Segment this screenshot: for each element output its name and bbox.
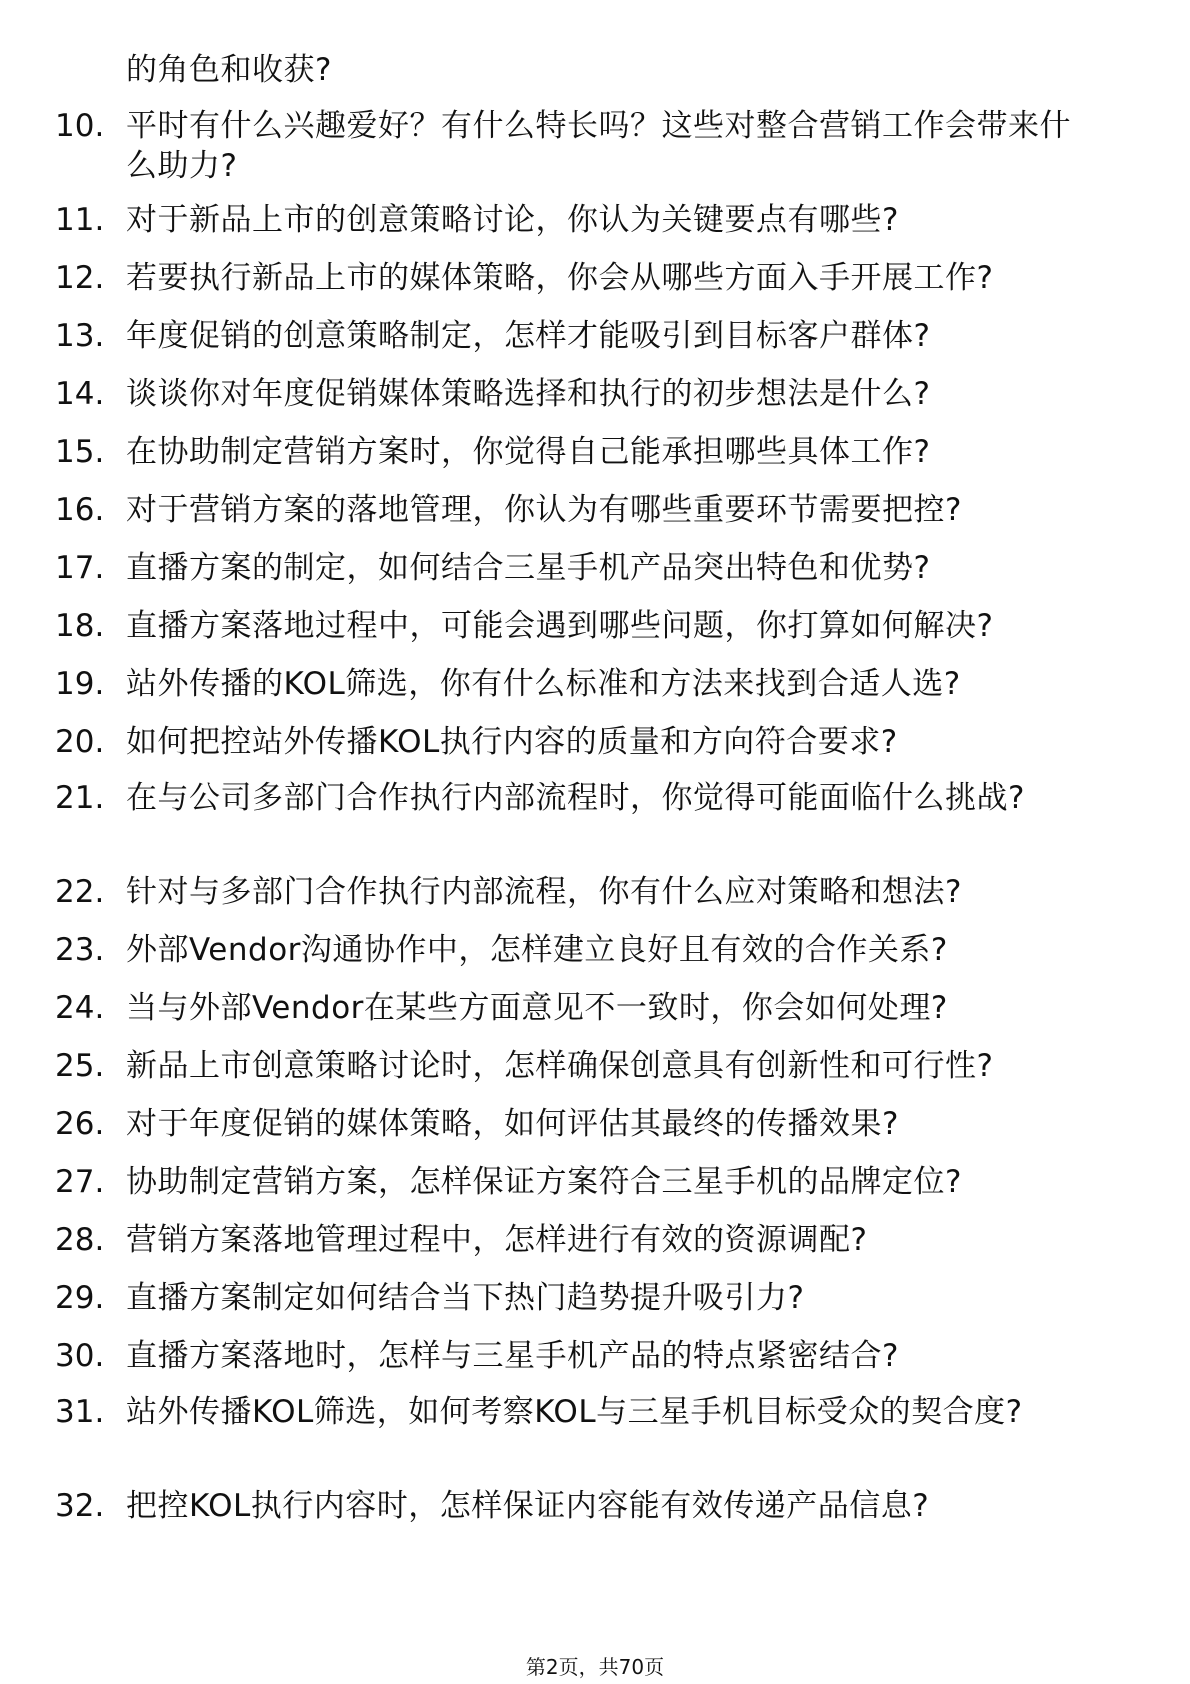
question-number: 30. [55, 1338, 105, 1374]
question-text: 在与公司多部门合作执行内部流程时，你觉得可能面临什么挑战? [126, 780, 1025, 816]
question-text: 站外传播KOL筛选，如何考察KOL与三星手机目标受众的契合度? [126, 1394, 1023, 1430]
question-text: 如何把控站外传播KOL执行内容的质量和方向符合要求? [126, 724, 898, 760]
question-text: 针对与多部门合作执行内部流程，你有什么应对策略和想法? [126, 874, 962, 910]
question-number: 31. [55, 1394, 105, 1430]
question-text: 谈谈你对年度促销媒体策略选择和执行的初步想法是什么? [126, 376, 931, 412]
question-number: 20. [55, 724, 105, 760]
question-number: 32. [55, 1488, 105, 1524]
page-footer: 第2页，共70页 [525, 1655, 665, 1679]
question-text: 在协助制定营销方案时，你觉得自己能承担哪些具体工作? [126, 434, 931, 470]
question-text: 年度促销的创意策略制定，怎样才能吸引到目标客户群体? [126, 318, 931, 354]
continuation-line: 的角色和收获? [126, 52, 332, 88]
question-number: 12. [55, 260, 105, 296]
question-number: 26. [55, 1106, 105, 1142]
question-text: 把控KOL执行内容时，怎样保证内容能有效传递产品信息? [126, 1488, 930, 1524]
question-number: 18. [55, 608, 105, 644]
question-number: 14. [55, 376, 105, 412]
question-text: 直播方案落地过程中，可能会遇到哪些问题，你打算如何解决? [126, 608, 994, 644]
question-text: 直播方案制定如何结合当下热门趋势提升吸引力? [126, 1280, 805, 1316]
question-text: 新品上市创意策略讨论时，怎样确保创意具有创新性和可行性? [126, 1048, 994, 1084]
question-text: 对于年度促销的媒体策略，如何评估其最终的传播效果? [126, 1106, 899, 1142]
question-number: 25. [55, 1048, 105, 1084]
question-text: 对于新品上市的创意策略讨论，你认为关键要点有哪些? [126, 202, 899, 238]
question-number: 28. [55, 1222, 105, 1258]
question-number: 10. [55, 108, 105, 144]
question-number: 24. [55, 990, 105, 1026]
question-number: 15. [55, 434, 105, 470]
question-text: 直播方案落地时，怎样与三星手机产品的特点紧密结合? [126, 1338, 899, 1374]
question-text: 当与外部Vendor在某些方面意见不一致时，你会如何处理? [126, 990, 948, 1026]
question-text: 直播方案的制定，如何结合三星手机产品突出特色和优势? [126, 550, 931, 586]
question-number: 13. [55, 318, 105, 354]
question-number: 27. [55, 1164, 105, 1200]
question-number: 19. [55, 666, 105, 702]
question-number: 23. [55, 932, 105, 968]
question-number: 21. [55, 780, 105, 816]
question-text: 平时有什么兴趣爱好？有什么特长吗？这些对整合营销工作会带来什么助力? [126, 108, 1071, 184]
question-number: 29. [55, 1280, 105, 1316]
question-number: 17. [55, 550, 105, 586]
question-text: 若要执行新品上市的媒体策略，你会从哪些方面入手开展工作? [126, 260, 994, 296]
question-text: 协助制定营销方案，怎样保证方案符合三星手机的品牌定位? [126, 1164, 962, 1200]
question-text: 外部Vendor沟通协作中，怎样建立良好且有效的合作关系? [126, 932, 948, 968]
question-number: 11. [55, 202, 105, 238]
question-number: 22. [55, 874, 105, 910]
question-text: 营销方案落地管理过程中，怎样进行有效的资源调配? [126, 1222, 868, 1258]
question-number: 16. [55, 492, 105, 528]
question-text: 站外传播的KOL筛选，你有什么标准和方法来找到合适人选? [126, 666, 961, 702]
question-text: 对于营销方案的落地管理，你认为有哪些重要环节需要把控? [126, 492, 962, 528]
